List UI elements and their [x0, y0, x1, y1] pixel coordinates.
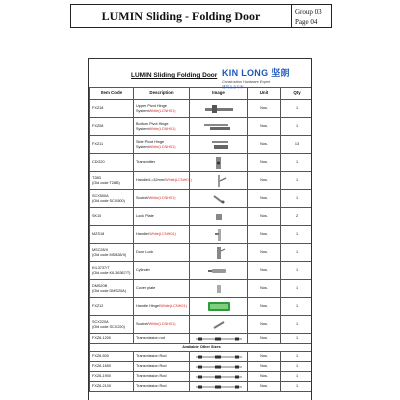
image-cell — [190, 208, 248, 226]
item-code-cell — [90, 154, 134, 172]
description-text: Lock Plate — [136, 214, 154, 219]
available-sizes-label: Available Other Sizes — [90, 344, 313, 352]
item-code-cell — [90, 244, 134, 262]
unit-cell: Nos. — [248, 154, 281, 172]
document-title: LUMIN Sliding - Folding Door — [101, 8, 261, 23]
description-cell: Transmission Rod — [134, 382, 190, 392]
color-code: White(LCNH01) — [148, 322, 176, 327]
color-code: White(LCNH01) — [149, 232, 176, 237]
brand-name: KIN LONG — [222, 68, 269, 78]
qty-cell: 1 — [281, 280, 313, 298]
brand-cn-tagline: 建筑五金专家 — [222, 85, 244, 89]
unit-cell: Nos. — [248, 382, 281, 392]
available-sizes-row — [90, 344, 313, 352]
description-cell: Transmission Rod — [134, 352, 190, 362]
unit-cell: Nos. — [248, 280, 281, 298]
qty-cell: 1 — [281, 244, 313, 262]
brand-logo — [222, 66, 290, 90]
unit-cell: Nos. — [248, 262, 281, 280]
description-cell — [134, 244, 190, 262]
qty-cell: 1 — [281, 372, 313, 382]
page-value: 04 — [310, 18, 318, 26]
description-text: Transmission rod — [136, 336, 165, 341]
rod-icon — [190, 354, 247, 360]
image-cell — [190, 226, 248, 244]
item-code-cell: FXZ6-1650 — [90, 362, 134, 372]
image-cell — [190, 298, 248, 316]
unit-cell: Nos. — [248, 298, 281, 316]
bottom-hinge-icon — [190, 121, 247, 133]
image-cell — [190, 100, 248, 118]
brand-cn-logo: 坚朗 — [271, 68, 290, 78]
qty-cell: 1 — [281, 154, 313, 172]
unit-cell: Nos. — [248, 372, 281, 382]
description-cell — [134, 316, 190, 334]
table-row — [90, 334, 313, 344]
item-code: DMS20B — [92, 284, 108, 289]
old-item-code: (Old code T28B) — [92, 180, 120, 185]
lock-plate-icon — [190, 211, 247, 223]
table-row — [90, 172, 313, 190]
unit-cell: Nos. — [248, 352, 281, 362]
unit-cell: Nos. — [248, 316, 281, 334]
description-text: Side Pivot Hinge System — [136, 140, 165, 149]
qty-cell: 1 — [281, 334, 313, 344]
group-page-box — [291, 5, 331, 27]
handle-2-icon — [190, 228, 247, 242]
color-code: White(LCNH01) — [148, 126, 176, 131]
table-row — [90, 382, 313, 392]
item-code: T28D — [92, 176, 102, 181]
page-label: Page — [295, 18, 309, 26]
header-description: Description — [134, 88, 190, 100]
table-row — [90, 190, 313, 208]
description-cell — [134, 136, 190, 154]
table-row — [90, 372, 313, 382]
transmitter-icon — [190, 156, 247, 170]
image-cell — [190, 280, 248, 298]
description-text: Upper Pivot Hinge System — [136, 104, 167, 113]
table-row — [90, 118, 313, 136]
handle-hinge-icon — [190, 300, 247, 314]
table-row — [90, 154, 313, 172]
door-lock-icon — [190, 246, 247, 260]
item-code: KIL3737/T — [92, 266, 110, 271]
description-cell — [134, 100, 190, 118]
table-row — [90, 298, 313, 316]
qty-cell: 1 — [281, 362, 313, 372]
unit-cell: Nos. — [248, 100, 281, 118]
table-row — [90, 100, 313, 118]
item-code-cell — [90, 316, 134, 334]
document-header — [70, 4, 332, 28]
group-label: Group — [295, 8, 313, 16]
item-code-cell — [90, 172, 134, 190]
table-row — [90, 352, 313, 362]
qty-cell: 1 — [281, 262, 313, 280]
item-code: MZS18 — [92, 232, 105, 237]
item-code: FXZ18 — [92, 106, 104, 111]
description-cell: Transmission Rod — [134, 362, 190, 372]
table-row — [90, 280, 313, 298]
description-text: Socket/ — [136, 322, 149, 327]
item-code: SK10 — [92, 214, 102, 219]
description-cell — [134, 262, 190, 280]
item-code: CDG20 — [92, 160, 105, 165]
image-cell — [190, 362, 248, 372]
description-text: Bottom Pivot Hinge System — [136, 122, 169, 131]
rod-icon — [190, 384, 247, 390]
image-cell — [190, 382, 248, 392]
item-code: FXZ6-1200 — [92, 336, 111, 341]
table-row — [90, 362, 313, 372]
cover-plate-icon — [190, 283, 247, 295]
header-image: Image — [190, 88, 248, 100]
item-code-cell — [90, 190, 134, 208]
header-item-code: Item Code — [90, 88, 134, 100]
unit-cell: Nos. — [248, 172, 281, 190]
color-code: White(LCNH01) — [148, 196, 176, 201]
socket-2-icon — [190, 318, 247, 332]
table-row — [90, 244, 313, 262]
item-code-cell — [90, 298, 134, 316]
header-qty: Qty — [281, 88, 313, 100]
cylinder-icon — [190, 265, 247, 277]
item-code-cell — [90, 118, 134, 136]
unit-cell: Nos. — [248, 244, 281, 262]
item-code: MSC28/II — [92, 248, 108, 253]
item-code: SCX500A — [92, 194, 109, 199]
group-value: 03 — [314, 8, 322, 16]
item-code-cell — [90, 334, 134, 344]
description-cell: Transmission Rod — [134, 372, 190, 382]
qty-cell: 1 — [281, 352, 313, 362]
description-cell — [134, 334, 190, 344]
qty-cell: 1 — [281, 100, 313, 118]
description-cell — [134, 118, 190, 136]
unit-cell: Nos. — [248, 136, 281, 154]
item-code-cell — [90, 262, 134, 280]
side-hinge-icon — [190, 139, 247, 151]
image-cell — [190, 172, 248, 190]
image-cell — [190, 190, 248, 208]
image-cell — [190, 316, 248, 334]
old-item-code: (Old code SCX500) — [92, 198, 125, 203]
handle-icon — [190, 174, 247, 188]
description-text: Handle/ — [136, 232, 150, 237]
color-code: White(LCNH01) — [165, 178, 192, 183]
old-item-code: (Old code DMS20A) — [92, 288, 126, 293]
old-item-code: (Old code KIL36367/T) — [92, 270, 131, 275]
item-code: SCX220A — [92, 320, 109, 325]
brand-tagline: Construction Hardware Expert — [222, 80, 271, 84]
item-code-cell — [90, 280, 134, 298]
unit-cell: Nos. — [248, 190, 281, 208]
header-unit: Unit — [248, 88, 281, 100]
table-row — [90, 226, 313, 244]
description-cell — [134, 208, 190, 226]
rod-icon — [190, 364, 247, 370]
item-code-cell — [90, 136, 134, 154]
description-cell — [134, 280, 190, 298]
qty-cell: 1 — [281, 172, 313, 190]
image-cell — [190, 372, 248, 382]
image-cell — [190, 244, 248, 262]
rod-icon — [190, 336, 247, 342]
unit-cell: Nos. — [248, 118, 281, 136]
image-cell — [190, 118, 248, 136]
sheet-title: LUMIN Sliding Folding Door — [131, 72, 218, 79]
rod-icon — [190, 374, 247, 380]
image-cell — [190, 334, 248, 344]
qty-cell: 1 — [281, 190, 313, 208]
table-row — [90, 208, 313, 226]
unit-cell: Nos. — [248, 362, 281, 372]
parts-rows — [90, 100, 313, 392]
table-row — [90, 262, 313, 280]
item-code-cell — [90, 226, 134, 244]
item-code-cell: FXZ6-2100 — [90, 382, 134, 392]
item-code-cell — [90, 100, 134, 118]
description-text: Socket/ — [136, 196, 149, 201]
description-cell — [134, 298, 190, 316]
qty-cell: 1 — [281, 316, 313, 334]
item-code: FXZ08 — [92, 124, 104, 129]
description-text: Door Lock — [136, 250, 154, 255]
description-text: Cover plate — [136, 286, 156, 291]
sheet-header — [89, 59, 311, 87]
description-cell — [134, 154, 190, 172]
item-code-cell — [90, 208, 134, 226]
color-code: White(LCNH01) — [160, 304, 187, 309]
unit-cell: Nos. — [248, 208, 281, 226]
description-text: Transmitter — [136, 160, 156, 165]
item-code: FXZ11 — [92, 142, 104, 147]
description-cell — [134, 172, 190, 190]
table-row — [90, 316, 313, 334]
description-text: Handle/L=32mm/ — [136, 178, 166, 183]
item-code-cell: FXZ6-1900 — [90, 372, 134, 382]
description-cell — [134, 190, 190, 208]
description-cell — [134, 226, 190, 244]
parts-table — [89, 87, 312, 392]
color-code: White(LCNH01) — [148, 108, 176, 113]
table-row — [90, 136, 313, 154]
pivot-hinge-icon — [190, 103, 247, 115]
image-cell — [190, 262, 248, 280]
product-sheet — [88, 58, 312, 400]
old-item-code: (Old code SCX220) — [92, 324, 125, 329]
image-cell — [190, 154, 248, 172]
qty-cell: 1 — [281, 118, 313, 136]
color-code: White(LCNH01) — [148, 144, 176, 149]
unit-cell: Nos. — [248, 334, 281, 344]
qty-cell: 1 — [281, 298, 313, 316]
old-item-code: (Old code MS828/II) — [92, 252, 126, 257]
description-text: Handle Hinge/ — [136, 304, 161, 309]
item-code: FXZ12 — [92, 304, 104, 309]
item-code-cell: FXZ6-500 — [90, 352, 134, 362]
qty-cell: 2 — [281, 208, 313, 226]
image-cell — [190, 136, 248, 154]
image-cell — [190, 352, 248, 362]
socket-icon — [190, 192, 247, 206]
qty-cell: 13 — [281, 136, 313, 154]
unit-cell: Nos. — [248, 226, 281, 244]
qty-cell: 1 — [281, 382, 313, 392]
qty-cell: 1 — [281, 226, 313, 244]
description-text: Cylinder — [136, 268, 150, 273]
